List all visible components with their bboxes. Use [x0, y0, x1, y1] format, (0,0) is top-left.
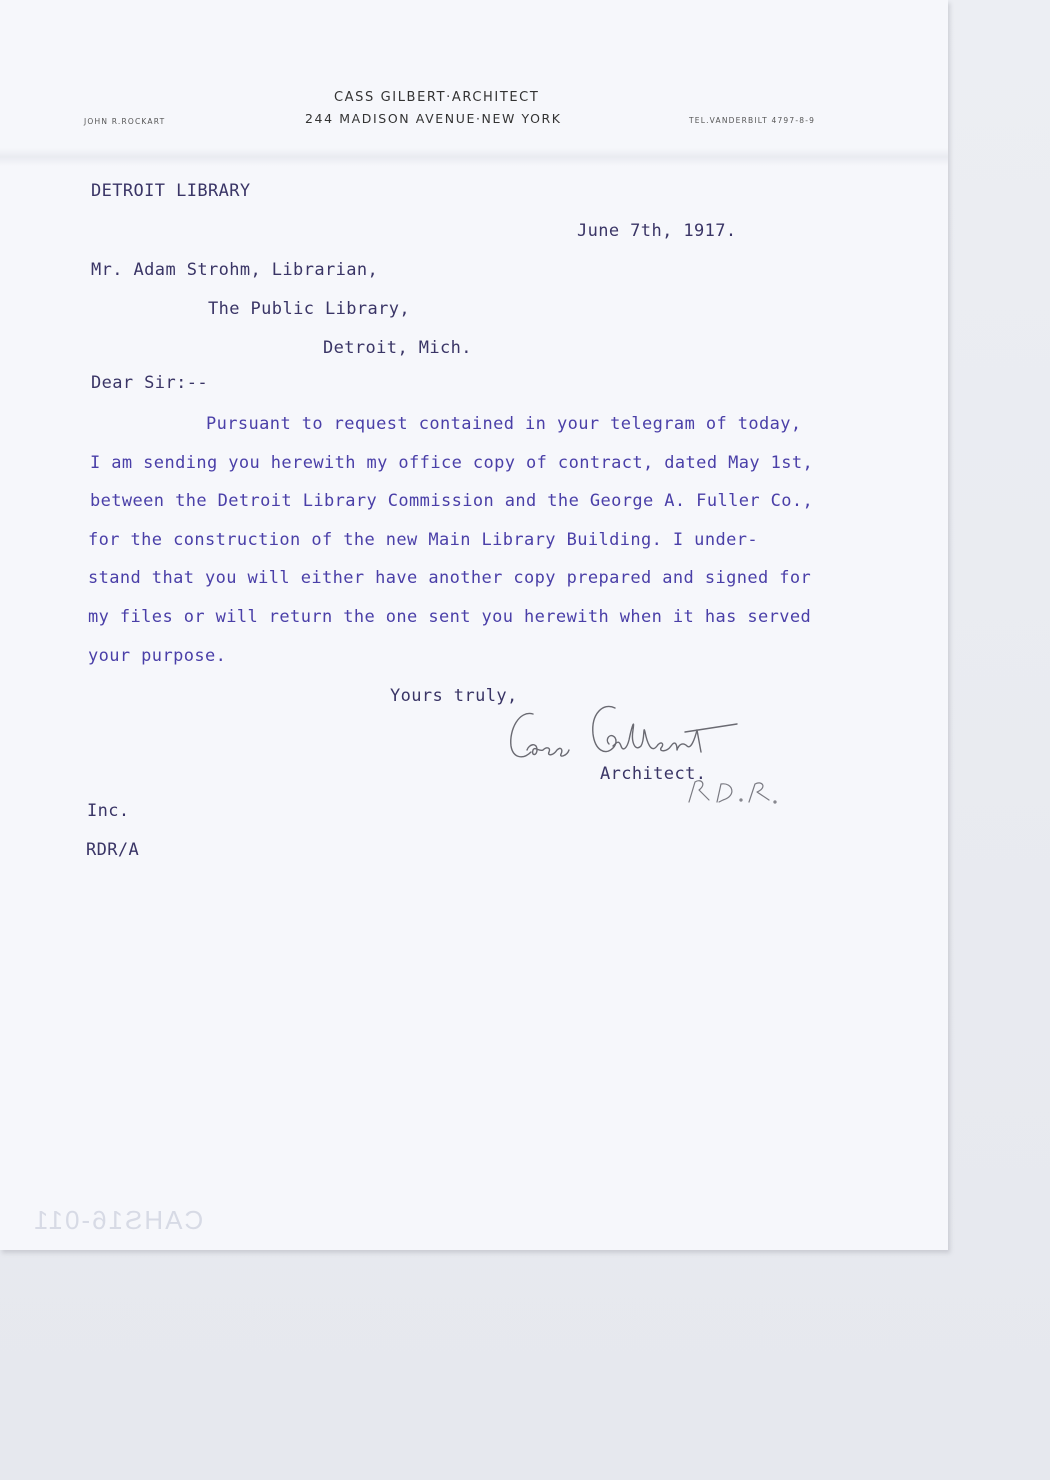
letterhead-associate-name: JOHN R.ROCKART	[84, 117, 166, 126]
body-line: Pursuant to request contained in your telegram of today,	[206, 414, 802, 434]
recipient-line: Mr. Adam Strohm, Librarian,	[91, 260, 379, 280]
paper-fold	[0, 148, 948, 166]
body-line: stand that you will either have another copy prepared and signed for	[88, 568, 812, 588]
body-line: your purpose.	[88, 646, 227, 666]
closing: Yours truly,	[390, 686, 518, 706]
body-line: I am sending you herewith my office copy of contract, dated May 1st,	[90, 453, 814, 473]
body-line: my files or will return the one sent you herewith when it has served	[88, 607, 812, 627]
letterhead-title: CASS GILBERT·ARCHITECT	[334, 90, 540, 105]
letterhead-phone: TEL.VANDERBILT 4797-8-9	[689, 116, 816, 125]
file-heading: DETROIT LIBRARY	[91, 181, 251, 201]
reference-initials: RDR/A	[86, 840, 140, 860]
enclosure-note: Inc.	[87, 801, 130, 821]
body-line: for the construction of the new Main Library Building. I under-	[88, 530, 758, 550]
letterhead-address: 244 MADISON AVENUE·NEW YORK	[305, 111, 562, 126]
catalog-stamp-bleedthrough: CAHS16-011	[32, 1205, 204, 1235]
letter-date: June 7th, 1917.	[577, 221, 737, 241]
recipient-line: Detroit, Mich.	[323, 338, 472, 358]
salutation: Dear Sir:--	[91, 373, 208, 393]
body-line: between the Detroit Library Commission and the George A. Fuller Co.,	[90, 491, 814, 511]
signer-title: Architect.	[600, 764, 707, 784]
handwritten-initials	[683, 776, 783, 810]
recipient-line: The Public Library,	[208, 299, 411, 319]
